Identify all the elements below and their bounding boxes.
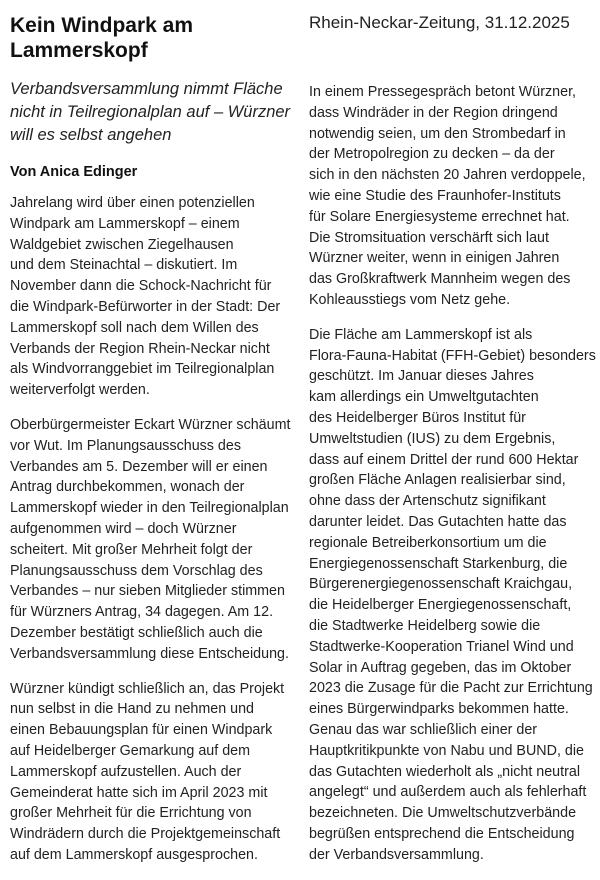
text-line: notwendig seien, um den Strombedarf in (309, 125, 566, 142)
text-line: auf Heidelberger Gemarkung auf dem (10, 742, 251, 759)
paragraph (309, 325, 596, 866)
text-line: Waldgebiet zwischen Ziegelhausen (10, 236, 234, 253)
text-line: großen Fläche Anlagen realisierbar sind, (309, 472, 566, 489)
text-line: ohne dass der Artenschutz signifikant (309, 493, 546, 510)
text-line: die Stadtwerke Heidelberg sowie die (309, 617, 541, 634)
text-line: Die Stromsituation verschärft sich laut (309, 229, 549, 246)
text-line: dass auf einem Drittel der rund 600 Hektar (309, 451, 579, 468)
text-line: begrüßen entsprechend die Entscheidung (309, 825, 575, 842)
text-line: Energiegenossenschaft Starkenburg, die (309, 555, 568, 572)
text-line: aufgenommen wird – doch Würzner (10, 520, 237, 537)
text-line: geschützt. Im Januar dieses Jahres (309, 368, 534, 385)
text-line: eines Bürgerwindparks bekommen hatte. (309, 701, 569, 718)
text-line: Solar in Auftrag gegeben, das im Oktober (309, 659, 572, 676)
text-line: Windpark am Lammerskopf – einem (10, 215, 240, 232)
text-line: 2023 die Zusage für die Pacht zur Errichtung (309, 680, 593, 697)
paragraph (309, 82, 596, 311)
text-line: Hauptkritikpunkte von Nabu und BUND, die (309, 742, 584, 759)
subtitle-line: nicht in Teilregionalplan auf – Würzner (10, 102, 291, 121)
title-line: Kein Windpark am (10, 14, 194, 37)
text-line: und dem Steinachtal – diskutiert. Im (10, 257, 238, 274)
text-line: Planungsausschuss dem Vorschlag des (10, 562, 263, 579)
text-line: bezeichneten. Die Umweltschutzverbände (309, 805, 577, 822)
text-line: Dezember bestätigt schließlich auch die (10, 624, 263, 641)
paragraph (10, 679, 290, 866)
paragraph (10, 415, 290, 665)
subtitle-line: Verbandsversammlung nimmt Fläche (10, 80, 283, 98)
text-line: scheitert. Mit großer Mehrheit folgt der (10, 541, 253, 558)
text-line: Würzner weiter, wenn in einigen Jahren (309, 250, 560, 267)
text-line: auf dem Lammerskopf ausgesprochen. (10, 846, 258, 863)
text-line: In einem Pressegespräch betont Würzner, (309, 84, 577, 100)
text-line: Verbandsversammlung diese Entscheidung. (10, 645, 289, 662)
text-line: als Windvorranggebiet im Teilregionalplan (10, 361, 275, 378)
author-byline: Von Anica Edinger (10, 164, 138, 180)
text-line: angelegt“ und außerdem auch als fehlerhaft (309, 784, 587, 801)
text-line: Bürgerenergiegenossenschaft Kraichgau, (309, 576, 573, 593)
text-line: Windrädern durch die Projektgemeinschaft (10, 826, 281, 843)
text-line: Jahrelang wird über einen potenziellen (10, 195, 255, 211)
text-line: Würzner kündigt schließlich an, das Projekt (10, 680, 285, 697)
article-title (10, 13, 193, 63)
text-line: großer Mehrheit für die Errichtung von (10, 805, 252, 822)
text-line: nun selbst in die Hand zu nehmen und (10, 701, 255, 718)
text-line: November dann die Schock-Nachricht für (10, 278, 272, 295)
text-line: Antrag durchbekommen, wonach der (10, 479, 245, 496)
article-subtitle (10, 78, 290, 146)
article-column-left (10, 193, 290, 880)
text-line: Die Fläche am Lammerskopf ist als (309, 326, 533, 343)
text-line: Stadtwerke-Kooperation Trianel Wind und (309, 638, 574, 655)
text-line: das Großkraftwerk Mannheim wegen des (309, 271, 571, 288)
text-line: wie eine Studie des Fraunhofer-Instituts (309, 187, 561, 204)
text-line: die Windpark-Befürworter in der Stadt: Der (10, 298, 281, 315)
article-column-right (309, 82, 596, 879)
text-line: dass Windräder in der Region dringend (309, 104, 558, 121)
text-line: Lammerskopf soll nach dem Willen des (10, 319, 259, 336)
text-line: Umweltstudien (IUS) zu dem Ergebnis, (309, 430, 556, 447)
subtitle-line: will es selbst angehen (10, 125, 172, 144)
text-line: weiterverfolgt werden. (10, 382, 150, 399)
text-line: Genau das war schließlich einer der (309, 721, 538, 738)
source-and-date: Rhein-Neckar-Zeitung, 31.12.2025 (309, 13, 570, 32)
text-line: die Heidelberger Energiegenossenschaft, (309, 597, 572, 614)
text-line: Kohleausstiegs vom Netz gehe. (309, 291, 511, 308)
text-line: einen Bebauungsplan für einen Windpark (10, 722, 273, 739)
text-line: Flora-Fauna-Habitat (FFH-Gebiet) besonders (309, 347, 596, 364)
text-line: der Metropolregion zu decken – da der (309, 146, 555, 163)
text-line: für Solare Energiesysteme errechnet hat. (309, 208, 570, 225)
text-line: für Würzners Antrag, 34 dagegen. Am 12. (10, 604, 274, 621)
text-line: vor Wut. Im Planungsausschuss des (10, 437, 241, 454)
text-line: Verbandes am 5. Dezember will er einen (10, 458, 268, 475)
title-line: Lammerskopf (10, 39, 148, 62)
text-line: Lammerskopf wieder in den Teilregionalplan (10, 500, 289, 517)
text-line: Gemeinderat hatte sich im April 2023 mit (10, 784, 268, 801)
text-line: Verbands der Region Rhein-Neckar nicht (10, 340, 270, 357)
text-line: das Gutachten wiederholt als „nicht neutral (309, 763, 580, 780)
paragraph (10, 193, 290, 401)
text-line: Verbandes – nur sieben Mitglieder stimmen (10, 583, 285, 600)
text-line: Oberbürgermeister Eckart Würzner schäumt (10, 416, 291, 433)
text-line: des Heidelberger Büros Institut für (309, 409, 526, 426)
text-line: regionale Betreiberkonsortium um die (309, 534, 547, 551)
text-line: darunter leidet. Das Gutachten hatte das (309, 513, 567, 530)
text-line: der Verbandsversammlung. (309, 846, 484, 863)
text-line: kam allerdings ein Umweltgutachten (309, 389, 539, 406)
text-line: Lammerskopf aufzustellen. Auch der (10, 763, 242, 780)
text-line: sich in den nächsten 20 Jahren verdoppele, (309, 167, 586, 184)
